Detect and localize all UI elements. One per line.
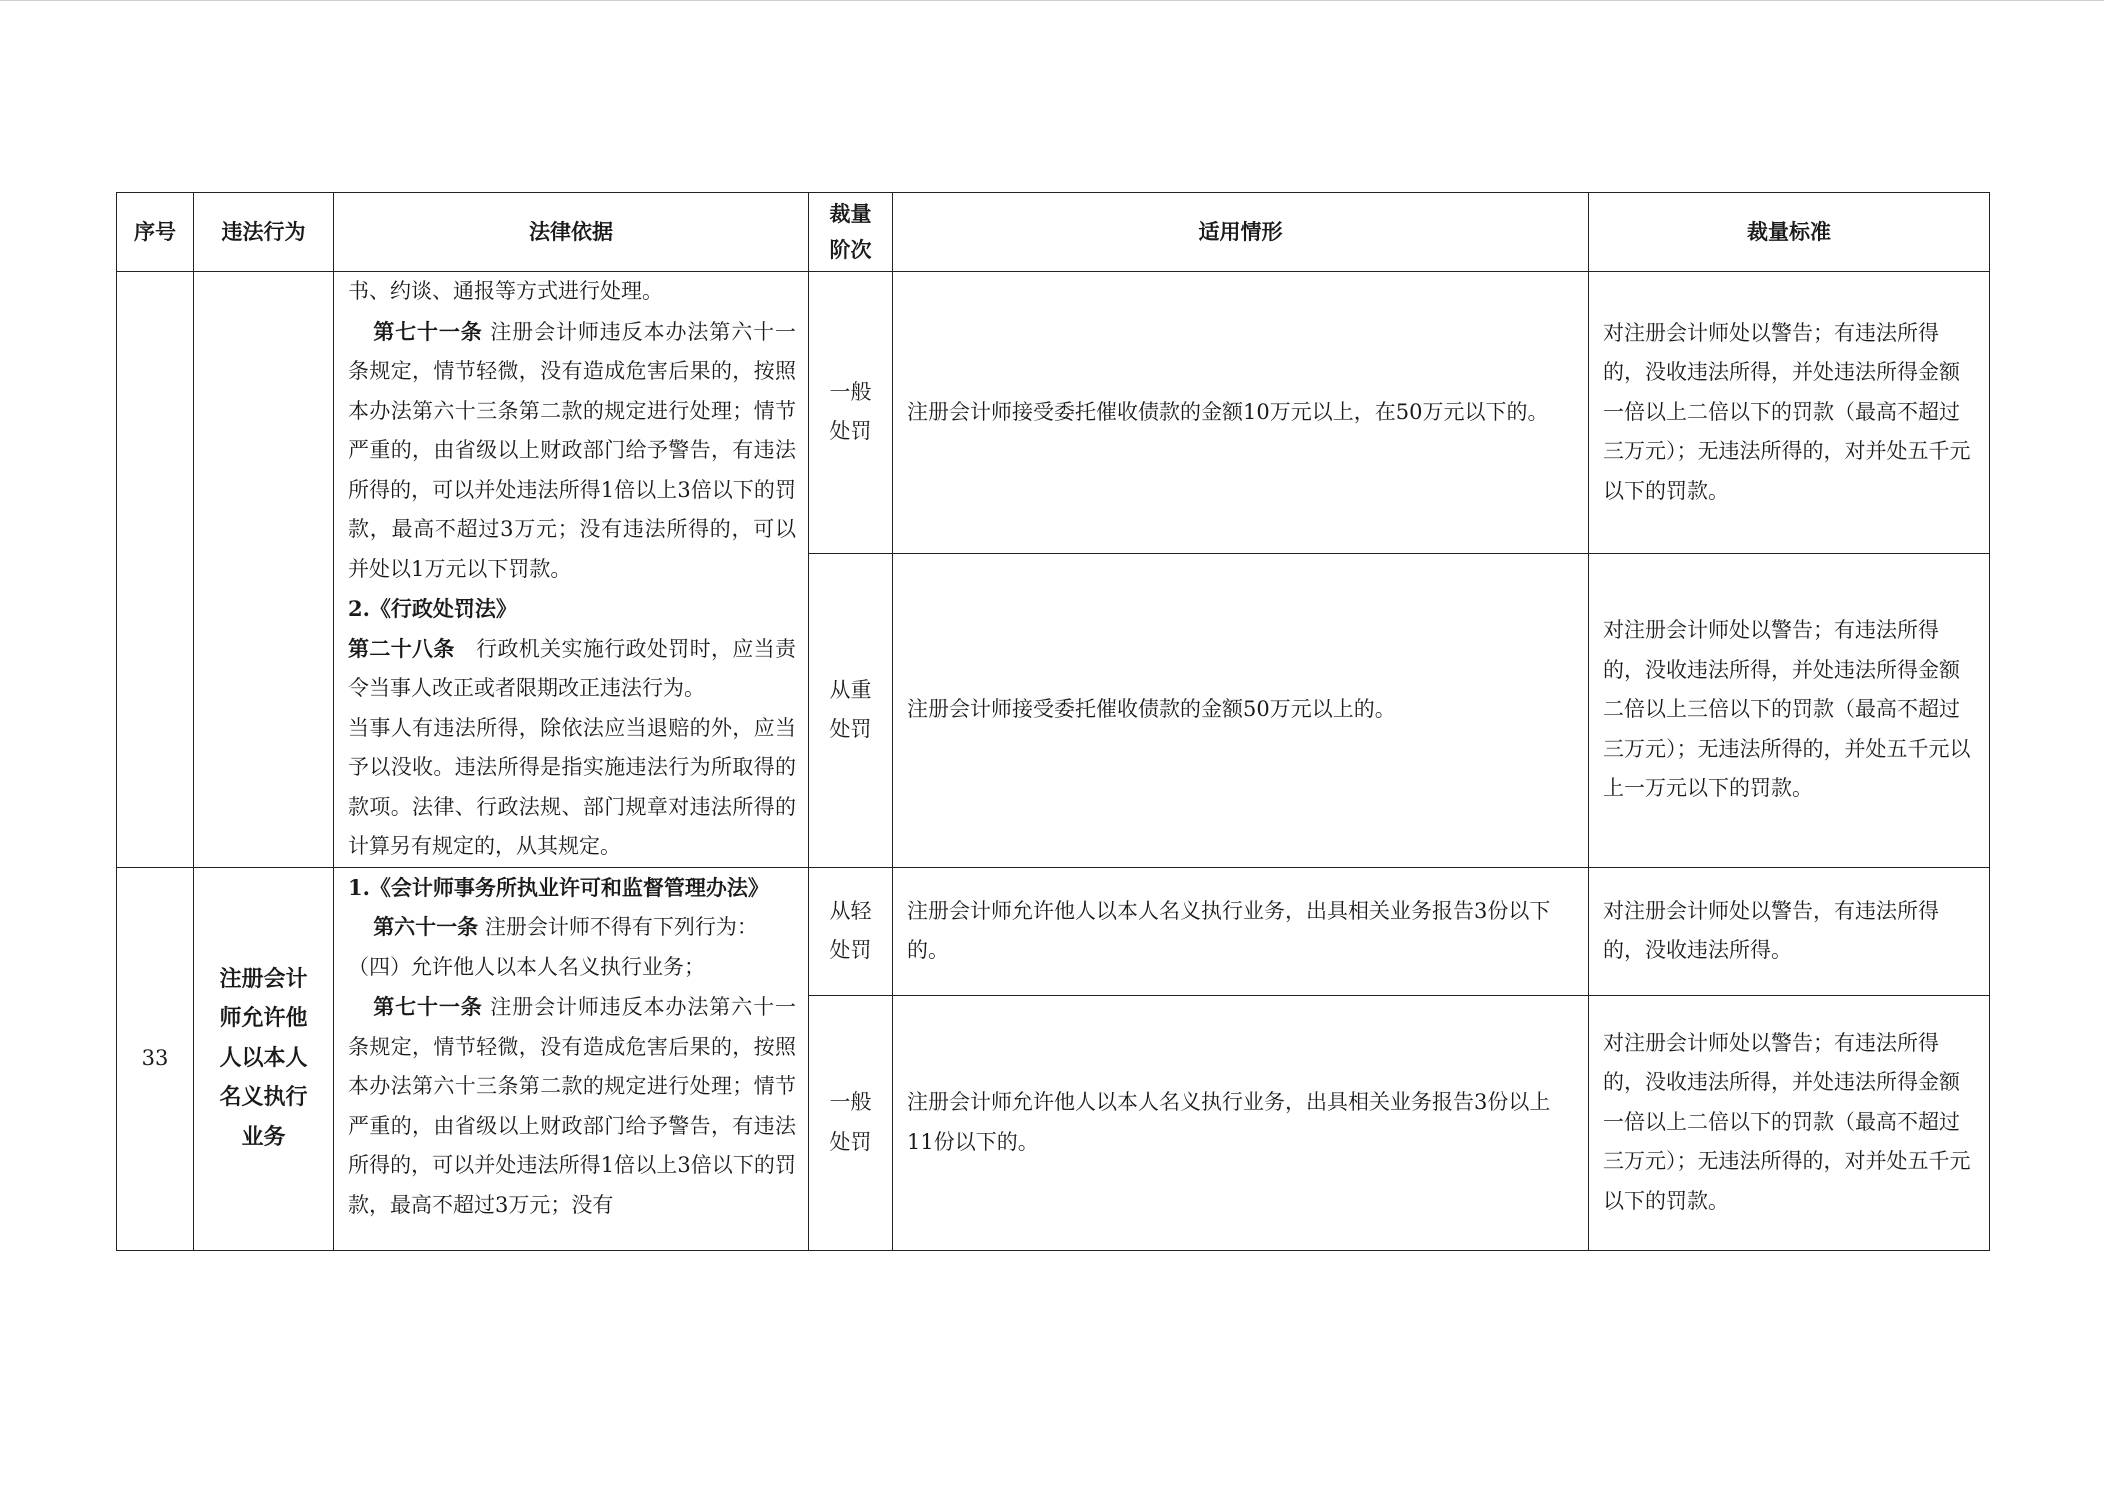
header-legal-basis: 法律依据 <box>334 193 809 272</box>
standard-cell: 对注册会计师处以警告；有违法所得的，没收违法所得，并处违法所得金额一倍以上二倍以下的罚款（最高不超过三万元）；无违法所得的，对并处五千元以下的罚款。 <box>1589 272 1990 554</box>
legal-basis-paragraph <box>348 987 796 1225</box>
situation-cell: 注册会计师允许他人以本人名义执行业务，出具相关业务报告3份以下的。 <box>893 867 1589 995</box>
penalty-discretion-table <box>116 192 1990 1251</box>
article-text: 书、约谈、通报等方式进行处理。 <box>348 279 663 303</box>
header-row <box>117 193 1990 272</box>
legal-basis-paragraph <box>348 709 796 867</box>
legal-basis-paragraph <box>348 907 796 948</box>
article-text: 行政机关实施行政处罚时，应当责令当事人改正或者限期改正违法行为。 <box>348 636 796 700</box>
standard-cell: 对注册会计师处以警告；有违法所得的，没收违法所得，并处违法所得金额二倍以上三倍以下的罚款（最高不超过三万元）；无违法所得的，并处五千元以上一万元以下的罚款。 <box>1589 553 1990 867</box>
article-text: 注册会计师违反本办法第六十一条规定，情节轻微，没有造成危害后果的，按照本办法第六十三条第二款的规定进行处理；情节严重的，由省级以上财政部门给予警告，有违法所得的，可以并处违法所得1倍以上3倍以下的罚款，最高不超过3万元；没有 <box>348 995 796 1217</box>
article-number: 第七十一条 <box>373 994 483 1019</box>
behavior-text: 注册会计师允许他人以本人名义执行业务 <box>219 965 308 1150</box>
page-top-border <box>0 0 2104 1</box>
legal-basis-paragraph <box>348 272 796 312</box>
standard-cell: 对注册会计师处以警告，有违法所得的，没收违法所得。 <box>1589 867 1990 995</box>
article-text: 注册会计师违反本办法第六十一条规定，情节轻微，没有造成危害后果的，按照本办法第六十三条第二款的规定进行处理；情节严重的，由省级以上财政部门给予警告，有违法所得的，可以并处违法所得1倍以上3倍以下的罚款，最高不超过3万元；没有违法所得的，可以并处以1万元以下罚款。 <box>348 319 796 581</box>
level-cell: 一般 处罚 <box>809 272 893 554</box>
level-cell: 从轻 处罚 <box>809 867 893 995</box>
header-situation: 适用情形 <box>893 193 1589 272</box>
row-behavior-cell <box>194 272 334 868</box>
situation-cell: 注册会计师允许他人以本人名义执行业务，出具相关业务报告3份以上11份以下的。 <box>893 995 1589 1250</box>
level-cell: 从重 处罚 <box>809 553 893 867</box>
standard-cell: 对注册会计师处以警告；有违法所得的，没收违法所得，并处违法所得金额一倍以上二倍以下的罚款（最高不超过三万元）；无违法所得的，对并处五千元以下的罚款。 <box>1589 995 1990 1250</box>
article-text: （四）允许他人以本人名义执行业务； <box>348 954 705 979</box>
legal-basis-paragraph <box>348 868 796 908</box>
header-level: 裁量 阶次 <box>809 193 893 272</box>
legal-basis-paragraph <box>348 312 796 590</box>
legal-basis-text <box>348 868 796 1226</box>
article-text: 2.《行政处罚法》 <box>348 596 517 621</box>
article-text: 当事人有违法所得，除依法应当退赔的外，应当予以没收。违法所得是指实施违法行为所取得的款项。法律、行政法规、部门规章对违法所得的计算另有规定的，从其规定。 <box>348 715 796 858</box>
header-no: 序号 <box>117 193 194 272</box>
legal-basis-text <box>348 272 796 867</box>
article-text: 注册会计师不得有下列行为： <box>478 915 758 939</box>
article-number: 第六十一条 <box>373 914 479 939</box>
row-behavior-cell <box>194 867 334 1250</box>
header-behavior: 违法行为 <box>194 193 334 272</box>
legal-basis-cell <box>334 272 809 868</box>
header-standard: 裁量标准 <box>1589 193 1990 272</box>
legal-basis-paragraph <box>348 948 796 988</box>
level-cell: 一般 处罚 <box>809 995 893 1250</box>
table-row <box>117 272 1990 554</box>
legal-basis-paragraph <box>348 589 796 629</box>
row-no-cell <box>117 272 194 868</box>
situation-cell: 注册会计师接受委托催收债款的金额50万元以上的。 <box>893 553 1589 867</box>
article-number: 第二十八条 <box>348 635 455 661</box>
legal-basis-paragraph <box>348 629 796 709</box>
row-no-cell: 33 <box>117 867 194 1250</box>
table-row <box>117 867 1990 995</box>
legal-basis-cell <box>334 867 809 1250</box>
article-number: 第七十一条 <box>373 318 483 344</box>
article-text: 1.《会计师事务所执业许可和监督管理办法》 <box>348 874 769 900</box>
situation-cell: 注册会计师接受委托催收债款的金额10万元以上，在50万元以下的。 <box>893 272 1589 554</box>
